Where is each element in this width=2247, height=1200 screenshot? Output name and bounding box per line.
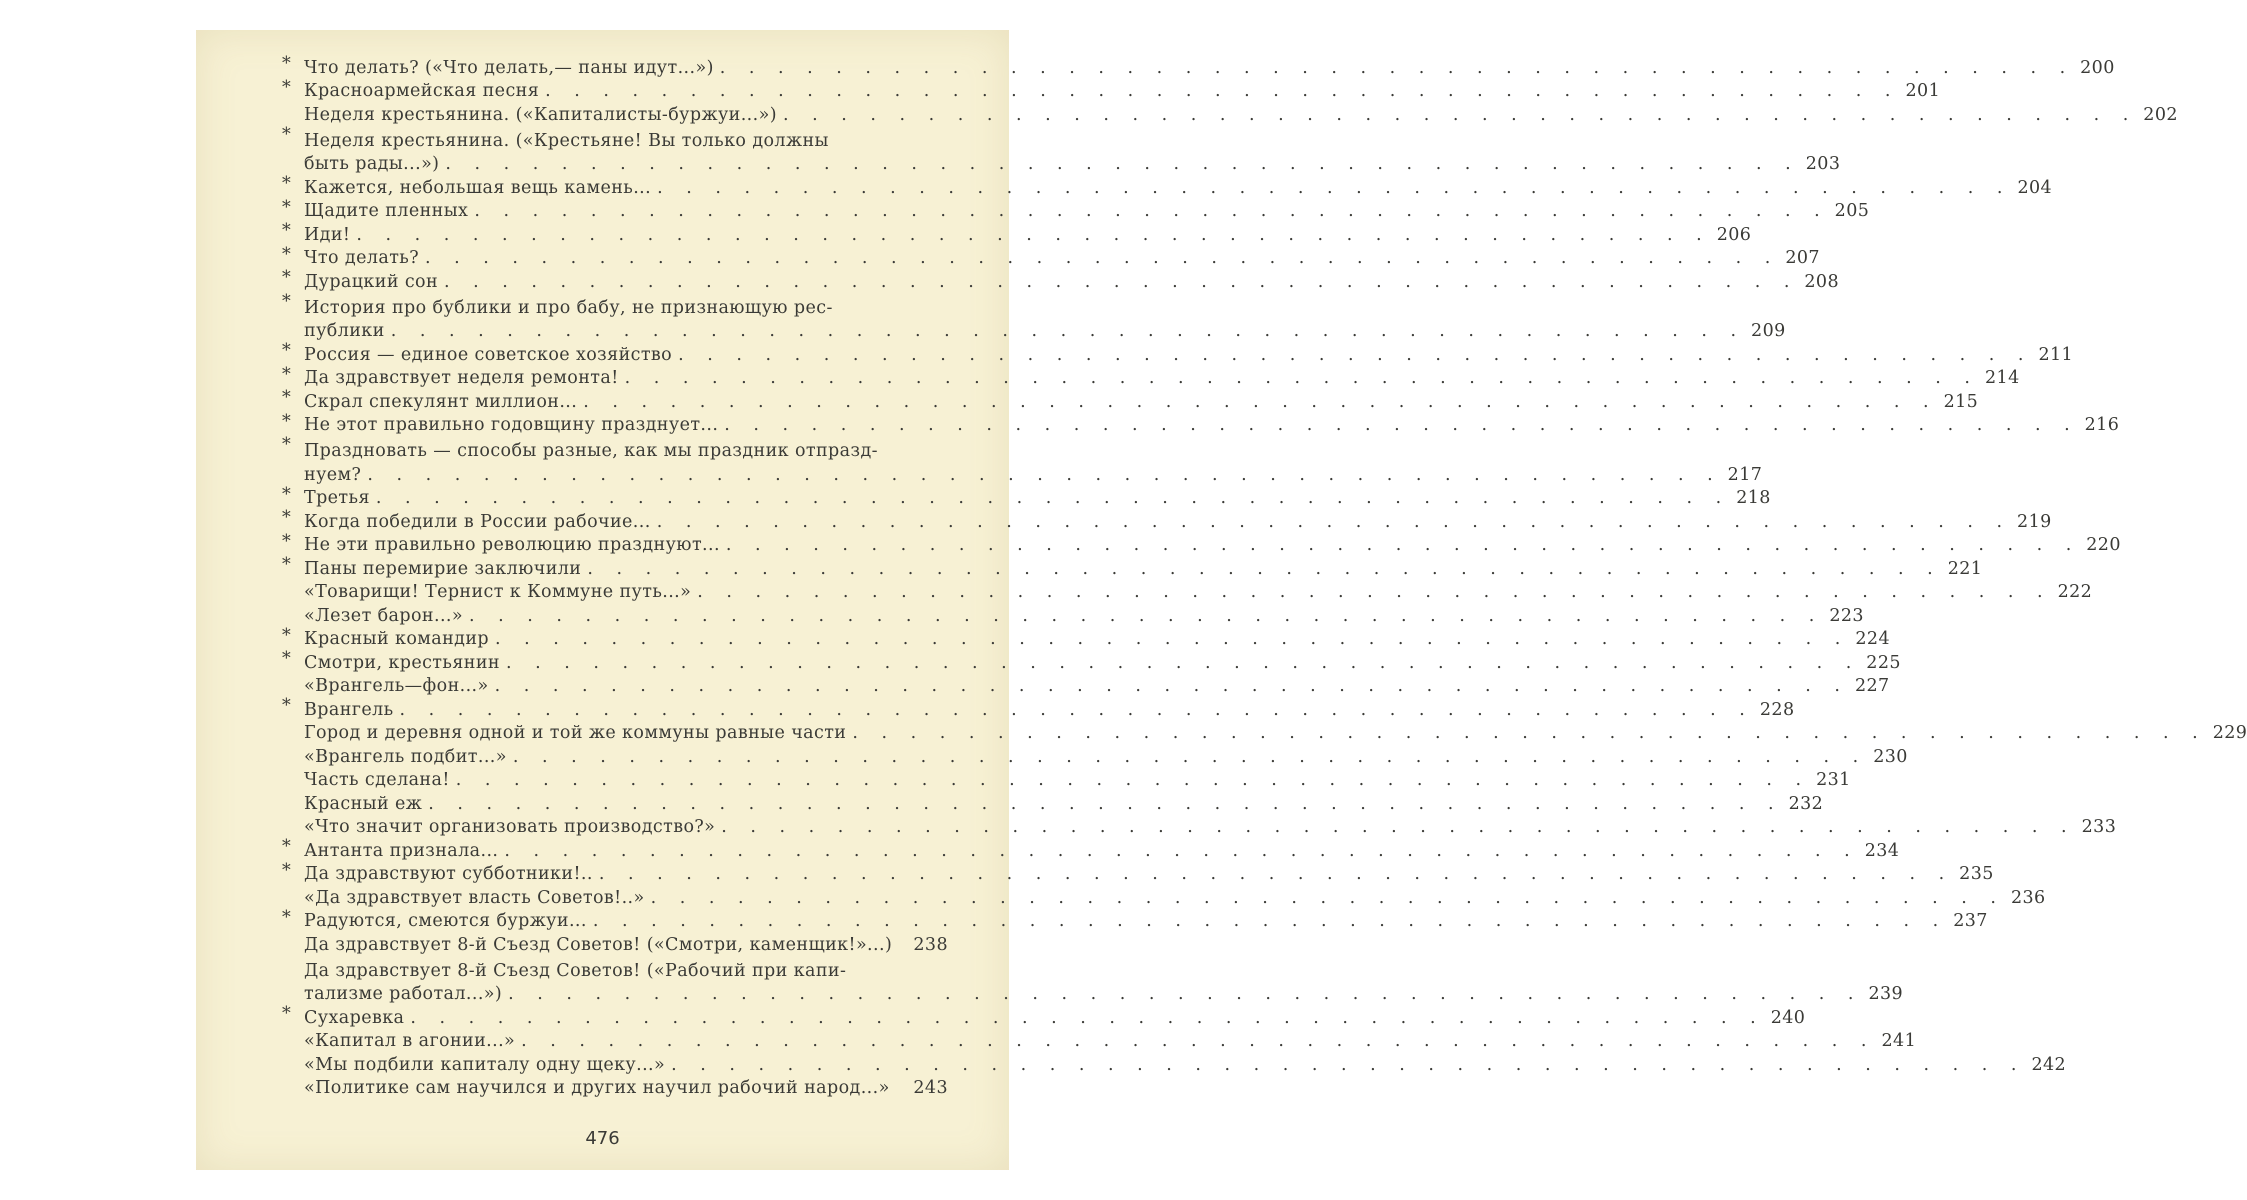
dot-leader: . . . . . . . . . . . . . . . . . . . . . . . . . . . . . . . . . . . . . . . . . . . . . . .: [782, 104, 2138, 125]
toc-page-number: 233: [2081, 817, 2117, 837]
book-page: [196, 30, 2247, 1170]
toc-entry-title: Щадите пленных: [304, 201, 469, 221]
toc-entry-title: Часть сделана!: [304, 770, 450, 790]
dot-leader: . . . . . . . . . . . . . . . . . . . . . . . . . . . . . . . . . . . . . . . . . . . . . . .: [356, 224, 1711, 245]
dot-leader: . . . . . . . . . . . . . . . . . . . . . . . . . . . . . . . . . . . . . . . . . . . . . . .: [444, 271, 1799, 292]
asterisk-mark: *: [282, 907, 292, 928]
toc-entry: [282, 54, 2115, 78]
toc-entry: [282, 124, 1841, 175]
toc-page-number: 207: [1785, 248, 1820, 268]
toc-page-number: 230: [1873, 746, 1908, 767]
toc-entry: [282, 244, 1820, 269]
toc-page-number: 200: [2080, 57, 2115, 78]
asterisk-mark: *: [282, 625, 292, 646]
toc-page-number: 225: [1866, 652, 1901, 673]
asterisk-mark: *: [282, 124, 292, 145]
toc-page-number: 220: [2086, 535, 2121, 555]
toc-page-number: 243: [913, 1078, 948, 1098]
toc-entry-title: «Товарищи! Тернист к Коммуне путь...»: [304, 582, 692, 602]
page-number: 476: [585, 1128, 620, 1149]
toc-entry-title: публики: [304, 321, 385, 341]
toc-entry-title: тализме работал...»): [304, 984, 503, 1004]
toc-entry: [282, 291, 1786, 342]
dot-leader: . . . . . . . . . . . . . . . . . . . . . . . . . . . . . . . . . . . . . . . . . . . . . . .: [521, 1031, 1876, 1051]
toc-page-number: 240: [1770, 1007, 1806, 1028]
asterisk-mark: *: [282, 435, 292, 455]
dot-leader: . . . . . . . . . . . . . . . . . . . . . . . . . . . . . . . . . . . . . . . . . . . . . . .: [512, 746, 1868, 767]
toc-page-number: 223: [1829, 605, 1864, 626]
asterisk-mark: *: [282, 77, 292, 98]
asterisk-mark: *: [282, 54, 292, 74]
dot-leader: . . . . . . . . . . . . . . . . . . . . . . . . . . . . . . . . . . . . . . . . . . . . . . .: [390, 321, 1746, 341]
toc-page-number: 228: [1759, 699, 1795, 720]
toc-page-number: 234: [1864, 840, 1900, 861]
dot-leader: . . . . . . . . . . . . . . . . . . . . . . . . . . . . . . . . . . . . . . . . . . . . . . .: [725, 535, 2081, 555]
toc-page-number: 237: [1953, 911, 1988, 931]
toc-page-number: 236: [2010, 887, 2046, 908]
toc-entry: [282, 411, 2120, 436]
dot-leader: . . . . . . . . . . . . . . . . . . . . . . . . . . . . . . . . . . . . . . . . . . . . . . .: [424, 248, 1780, 268]
toc-entry: [282, 174, 2053, 198]
toc-entry: [282, 508, 2052, 532]
toc-entry: [282, 197, 1870, 222]
toc-page-number: 221: [1947, 558, 1983, 579]
toc-page-number: 204: [2017, 177, 2053, 198]
toc-entry-title: Красный командир: [304, 629, 490, 649]
toc-entry: [282, 1051, 2067, 1075]
dot-leader: . . . . . . . . . . . . . . . . . . . . . . . . . . . . . . . . . . . . . . . . . . . . . . .: [468, 605, 1824, 626]
dot-leader: . . . . . . . . . . . . . . . . . . . . . . . . . . . . . . . . . . . . . . . . . . . . . . .: [445, 154, 1800, 174]
dot-leader: . . . . . . . . . . . . . . . . . . . . . . . . . . . . . . . . . . . . . . . . . . . . . . .: [852, 723, 2207, 743]
dot-leader: . . . . . . . . . . . . . . . . . . . . . . . . . . . . . . . . . . . . . . . . . . . . . . .: [697, 582, 2052, 602]
asterisk-mark: *: [282, 837, 292, 857]
toc-entry: [282, 364, 2020, 389]
toc-entry: [282, 931, 948, 955]
toc-entry-title: Праздновать — способы разные, как мы праздник отпразд-: [304, 441, 878, 461]
toc-entry-title: Не эти правильно революцию празднуют...: [304, 535, 720, 555]
dot-leader: . . . . . . . . . . . . . . . . . . . . . . . . . . . . . . . . . . . . . . . . . . . . . . .: [410, 1007, 1765, 1028]
toc-entry-title: Что делать?: [304, 248, 419, 268]
toc-entry-title: Красный еж: [304, 793, 423, 814]
table-of-contents: [282, 54, 2247, 1098]
asterisk-mark: *: [282, 555, 292, 575]
toc-entry: [282, 814, 2117, 838]
toc-entry: [282, 720, 2247, 744]
toc-entry-title: «Мы подбили капиталу одну щеку...»: [304, 1054, 666, 1075]
toc-entry-title: Россия — единое советское хозяйство: [304, 344, 673, 365]
toc-entry: [282, 1075, 948, 1099]
toc-entry: [282, 884, 2046, 908]
asterisk-mark: *: [282, 508, 292, 528]
asterisk-mark: *: [282, 341, 292, 361]
toc-entry-title: Да здравствует 8-й Съезд Советов! («Смотри, каменщик!»...): [304, 934, 893, 955]
toc-entry-title: Кажется, небольшая вещь камень...: [304, 177, 652, 198]
dot-leader: . . . . . . . . . . . . . . . . . . . . . . . . . . . . . . . . . . . . . . . . . . . . . . .: [624, 368, 1979, 388]
toc-entry-title: Паны перемирие заключили: [304, 558, 582, 579]
toc-entry-title: «Да здравствует власть Советов!..»: [304, 887, 645, 908]
toc-entry-title: «Политике сам научился и других научил рабочий народ...»: [304, 1078, 890, 1098]
toc-entry: [282, 673, 1890, 697]
dot-leader: . . . . . . . . . . . . . . . . . . . . . . . . . . . . . . . . . . . . . . . . . . . . . . .: [678, 344, 2033, 365]
toc-entry-title: быть рады...»): [304, 154, 440, 174]
toc-entry-title: «Что значит организовать производство?»: [304, 817, 716, 837]
toc-page-number: 235: [1959, 864, 1994, 884]
toc-entry-title: Иди!: [304, 224, 351, 245]
toc-entry: [282, 1028, 1917, 1052]
toc-entry: [282, 388, 1979, 412]
dot-leader: . . . . . . . . . . . . . . . . . . . . . . . . . . . . . . . . . . . . . . . . . . . . . . .: [719, 57, 2075, 78]
toc-entry-title: Радуются, смеются буржуи...: [304, 911, 587, 931]
dot-leader: . . . . . . . . . . . . . . . . . . . . . . . . . . . . . . . . . . . . . . . . . . . . . . .: [455, 770, 1811, 790]
toc-entry-title: Что делать? («Что делать,— паны идут...»): [304, 57, 714, 78]
asterisk-mark: *: [282, 221, 292, 241]
dot-leader: . . . . . . . . . . . . . . . . . . . . . . . . . . . . . . . . . . . . . . . . . . . . . . .: [592, 911, 1948, 931]
asterisk-mark: *: [282, 364, 292, 385]
asterisk-mark: *: [282, 197, 292, 218]
dot-leader: . . . . . . . . . . . . . . . . . . . . . . . . . . . . . . . . . . . . . . . . . . . . . . .: [671, 1054, 2026, 1075]
toc-entry-title: Неделя крестьянина. («Капиталисты-буржуи...»): [304, 104, 777, 125]
dot-leader: . . . . . . . . . . . . . . . . . . . . . . . . . . . . . . . . . . . . . . . . . . . . . . .: [650, 887, 2005, 908]
toc-entry: [282, 696, 1795, 720]
dot-leader: . . . . . . . . . . . . . . . . . . . . . . . . . . . . . . . . . . . . . . . . . . . . . . .: [721, 817, 2076, 837]
toc-entry: [282, 221, 1752, 245]
toc-page-number: 231: [1816, 770, 1851, 790]
dot-leader: . . . . . . . . . . . . . . . . . . . . . . . . . . . . . . . . . . . . . . . . . . . . . . .: [545, 81, 1900, 101]
toc-page-number: 227: [1854, 676, 1890, 696]
toc-page-number: 211: [2038, 344, 2074, 365]
asterisk-mark: *: [282, 174, 292, 194]
toc-entry-title: Красноармейская песня: [304, 81, 540, 101]
toc-page-number: 214: [1985, 368, 2020, 388]
asterisk-mark: *: [282, 860, 292, 881]
toc-entry-title: нуем?: [304, 464, 362, 485]
toc-page-number: 216: [2084, 415, 2120, 435]
dot-leader: . . . . . . . . . . . . . . . . . . . . . . . . . . . . . . . . . . . . . . . . . . . . . . .: [598, 864, 1954, 884]
toc-page-number: 222: [2057, 582, 2093, 602]
asterisk-mark: *: [282, 531, 292, 552]
asterisk-mark: *: [282, 388, 292, 408]
toc-page-number: 219: [2017, 511, 2052, 532]
toc-entry-title: «Врангель подбит...»: [304, 746, 507, 767]
toc-page-number: 209: [1751, 321, 1786, 341]
toc-entry: [282, 77, 1941, 102]
toc-entry-title: Третья: [304, 488, 370, 508]
toc-entry: [282, 907, 1988, 932]
dot-leader: . . . . . . . . . . . . . . . . . . . . . . . . . . . . . . . . . . . . . . . . . . . . . . .: [428, 793, 1783, 814]
toc-entry: [282, 837, 1900, 861]
toc-entry-title: Смотри, крестьянин: [304, 652, 500, 673]
toc-entry-title: Неделя крестьянина. («Крестьяне! Вы только должны: [304, 130, 829, 151]
toc-entry-title: История про бублики и про бабу, не признающую рес-: [304, 297, 833, 318]
toc-page-number: 208: [1804, 271, 1839, 292]
dot-leader: . . . . . . . . . . . . . . . . . . . . . . . . . . . . . . . . . . . . . . . . . . . . . . .: [508, 984, 1863, 1004]
dot-leader: . . . . . . . . . . . . . . . . . . . . . . . . . . . . . . . . . . . . . . . . . . . . . . .: [656, 511, 2012, 532]
toc-entry: [282, 602, 1864, 626]
toc-entry-title: Сухаревка: [304, 1007, 405, 1028]
toc-page-number: 205: [1834, 201, 1870, 221]
toc-entry: [282, 531, 2121, 556]
dot-leader: . . . . . . . . . . . . . . . . . . . . . . . . . . . . . . . . . . . . . . . . . . . . . . .: [657, 177, 2012, 198]
toc-page-number: 241: [1881, 1031, 1917, 1051]
dot-leader: . . . . . . . . . . . . . . . . . . . . . . . . . . . . . . . . . . . . . . . . . . . . . . .: [495, 629, 1850, 649]
toc-entry: [282, 101, 2178, 125]
toc-entry: [282, 649, 1901, 673]
toc-page-number: 218: [1736, 488, 1771, 508]
toc-entry: [282, 341, 2074, 365]
toc-page-number: 232: [1788, 793, 1824, 814]
asterisk-mark: *: [282, 1004, 292, 1024]
toc-entry: [282, 743, 1908, 767]
asterisk-mark: *: [282, 268, 292, 288]
toc-entry-title: Антанта признала...: [304, 840, 499, 861]
dot-leader: . . . . . . . . . . . . . . . . . . . . . . . . . . . . . . . . . . . . . . . . . . . . . . .: [399, 699, 1754, 720]
asterisk-mark: *: [282, 696, 292, 716]
toc-entry-title: Когда победили в России рабочие...: [304, 511, 651, 532]
toc-entry-title: Город и деревня одной и той же коммуны равные части: [304, 723, 847, 743]
toc-page-number: 201: [1905, 81, 1941, 101]
asterisk-mark: *: [282, 244, 292, 265]
toc-page-number: 217: [1727, 464, 1763, 485]
toc-entry: [282, 484, 1771, 509]
toc-entry: [282, 435, 1763, 485]
toc-entry-title: «Капитал в агонии...»: [304, 1031, 516, 1051]
dot-leader: . . . . . . . . . . . . . . . . . . . . . . . . . . . . . . . . . . . . . . . . . . . . . . .: [474, 201, 1829, 221]
dot-leader: . . . . . . . . . . . . . . . . . . . . . . . . . . . . . . . . . . . . . . . . . . . . . . .: [583, 391, 1938, 412]
asterisk-mark: *: [282, 291, 292, 312]
toc-page-number: 215: [1943, 391, 1979, 412]
toc-page-number: 203: [1805, 154, 1841, 174]
toc-entry-title: «Врангель—фон...»: [304, 676, 489, 696]
toc-entry-title: Дурацкий сон: [304, 271, 439, 292]
dot-leader: . . . . . . . . . . . . . . . . . . . . . . . . . . . . . . . . . . . . . . . . . . . . . . .: [367, 464, 1722, 485]
toc-page-number: 206: [1716, 224, 1752, 245]
dot-leader: . . . . . . . . . . . . . . . . . . . . . . . . . . . . . . . . . . . . . . . . . . . . . . .: [375, 488, 1731, 508]
toc-entry: [282, 625, 1890, 650]
asterisk-mark: *: [282, 649, 292, 669]
toc-entry: [282, 555, 1983, 579]
toc-entry: [282, 579, 2093, 603]
dot-leader: . . . . . . . . . . . . . . . . . . . . . . . . . . . . . . . . . . . . . . . . . . . . . . .: [724, 415, 2079, 435]
asterisk-mark: *: [282, 411, 292, 432]
toc-entry-title: Врангель: [304, 699, 394, 720]
toc-entry: [282, 955, 1904, 1005]
toc-page-number: 239: [1868, 984, 1904, 1004]
toc-entry: [282, 767, 1851, 791]
dot-leader: . . . . . . . . . . . . . . . . . . . . . . . . . . . . . . . . . . . . . . . . . . . . . . .: [494, 676, 1849, 696]
dot-leader: . . . . . . . . . . . . . . . . . . . . . . . . . . . . . . . . . . . . . . . . . . . . . . .: [587, 558, 1942, 579]
toc-page-number: 242: [2031, 1054, 2067, 1075]
toc-entry: [282, 860, 1994, 885]
toc-entry-title: Да здравствует неделя ремонта!: [304, 368, 619, 388]
toc-entry-title: Да здравствует 8-й Съезд Советов! («Рабочий при капи-: [304, 960, 847, 981]
toc-entry: [282, 790, 1824, 814]
toc-entry-title: Да здравствуют субботники!..: [304, 864, 593, 884]
toc-entry: [282, 1004, 1806, 1028]
toc-entry-title: Скрал спекулянт миллион...: [304, 391, 578, 412]
dot-leader: . . . . . . . . . . . . . . . . . . . . . . . . . . . . . . . . . . . . . . . . . . . . . . .: [504, 840, 1859, 861]
dot-leader: . . . . . . . . . . . . . . . . . . . . . . . . . . . . . . . . . . . . . . . . . . . . . . .: [505, 652, 1861, 673]
toc-page-number: 238: [913, 934, 948, 955]
toc-entry-title: «Лезет барон...»: [304, 605, 463, 626]
toc-page-number: 224: [1855, 629, 1890, 649]
asterisk-mark: *: [282, 484, 292, 505]
toc-page-number: 202: [2143, 104, 2178, 125]
toc-page-number: 229: [2212, 723, 2247, 743]
toc-entry-title: Не этот правильно годовщину празднует...: [304, 415, 719, 435]
toc-entry: [282, 268, 1839, 292]
